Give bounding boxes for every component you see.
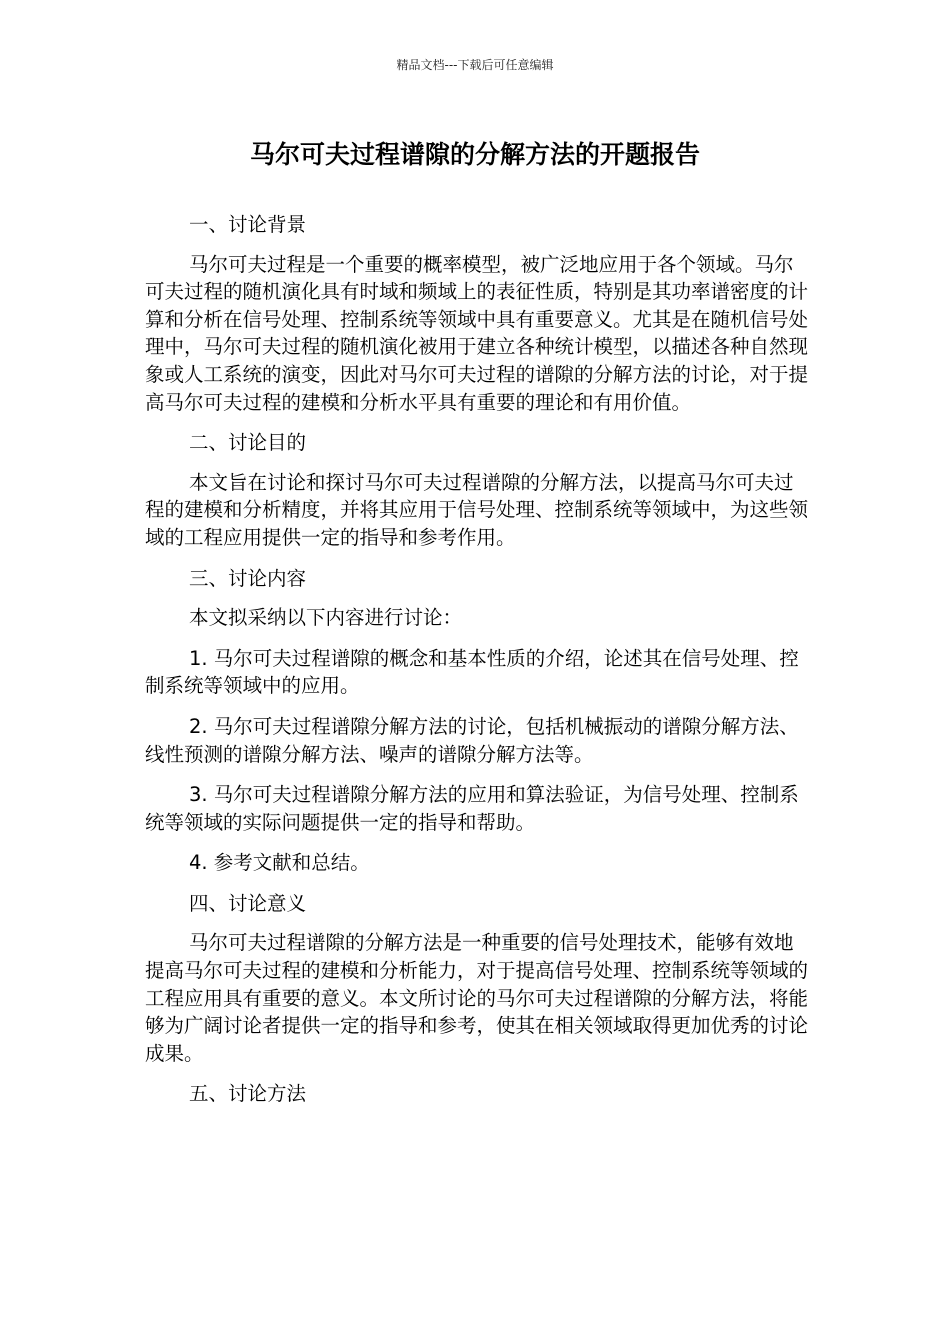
content-intro: 本文拟采纳以下内容进行讨论： [189, 606, 463, 630]
section-heading-method: 五、讨论方法 [189, 1082, 307, 1106]
page-header: 精品文档---下载后可任意编辑 [396, 58, 554, 72]
content-item-2: 2. 马尔可夫过程谱隙分解方法的讨论，包括机械振动的谱隙分解方法、线性预测的谱隙分解方法、噪声的谱隙分解方法等。 [145, 714, 799, 766]
section-heading-content: 三、讨论内容 [189, 566, 307, 590]
content-item-4: 4. 参考文献和总结。 [189, 851, 370, 875]
section-heading-significance: 四、讨论意义 [189, 891, 307, 915]
section-heading-background: 一、讨论背景 [189, 213, 307, 236]
content-item-3: 3. 马尔可夫过程谱隙分解方法的应用和算法验证，为信号处理、控制系统等领域的实际问题提供一定的指导和帮助。 [145, 783, 799, 834]
purpose-paragraph: 本文旨在讨论和探讨马尔可夫过程谱隙的分解方法，以提高马尔可夫过程的建模和分析精度，并将其应用于信号处理、控制系统等领域中，为这些领域的工程应用提供一定的指导和参考作用。 [145, 470, 809, 549]
content-item-1: 1. 马尔可夫过程谱隙的概念和基本性质的介绍，论述其在信号处理、控制系统等领域中的应用。 [145, 646, 799, 698]
document-body [145, 211, 808, 1120]
document-title: 马尔可夫过程谱隙的分解方法的开题报告 [249, 140, 700, 169]
section-heading-purpose: 二、讨论目的 [189, 431, 307, 455]
background-paragraph: 马尔可夫过程是一个重要的概率模型，被广泛地应用于各个领域。马尔可夫过程的随机演化具有时域和频域上的表征性质，特别是其功率谱密度的计算和分析在信号处理、控制系统等领域中具有重要意义。尤其是在随机信号处理中，马尔可夫过程的随机演化被用于建立各种统计模型，以描述各种自然现象或人工系统的演变，因此对马尔可夫过程的谱隙的分解方法的讨论，对于提高马尔可夫过程的建模和分析水平具有重要的理论和有用价值。 [145, 252, 809, 414]
significance-paragraph: 马尔可夫过程谱隙的分解方法是一种重要的信号处理技术，能够有效地提高马尔可夫过程的建模和分析能力，对于提高信号处理、控制系统等领域的工程应用具有重要的意义。本文所讨论的马尔可夫过程谱隙的分解方法，将能够为广阔讨论者提供一定的指导和参考，使其在相关领域取得更加优秀的讨论成果。 [145, 931, 809, 1065]
